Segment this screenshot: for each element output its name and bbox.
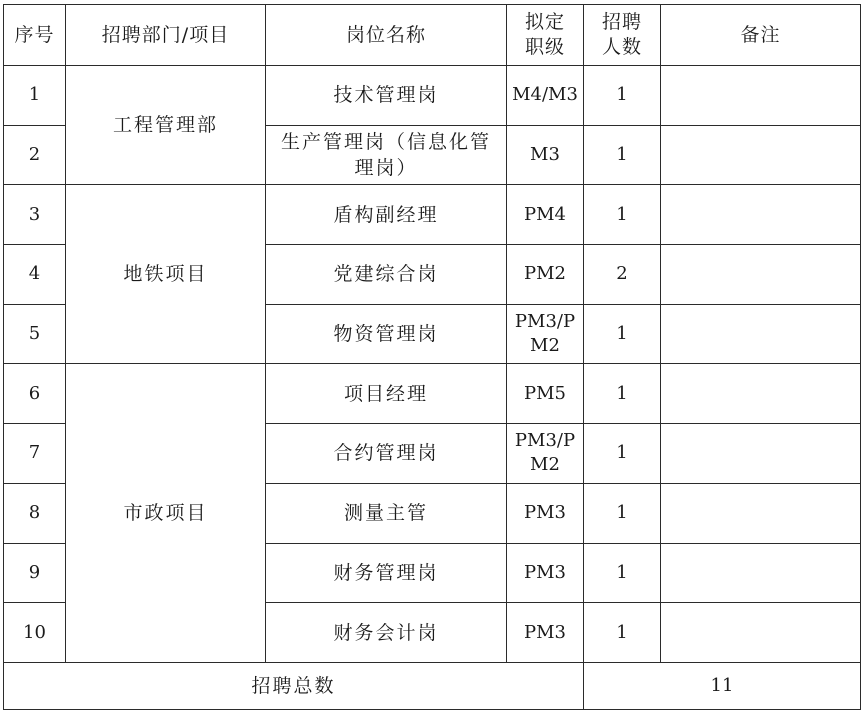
cell-grade [507,125,584,185]
cell-grade [507,304,584,364]
cell-index: 4 [4,245,66,305]
cell-count: 1 [584,424,661,484]
cell-count: 1 [584,185,661,245]
cell-grade-text: PM5 [524,382,566,404]
cell-remark [661,245,861,305]
cell-count: 1 [584,304,661,364]
cell-position [266,603,507,663]
cell-grade-text: PM3/PM2 [514,430,576,476]
cell-department: 工程管理部 [66,66,266,185]
header-position: 岗位名称 [266,5,507,66]
cell-remark [661,543,861,603]
cell-remark [661,483,861,543]
cell-index: 9 [4,543,66,603]
table-body [4,5,861,710]
cell-position-text: 财务会计岗 [333,621,439,644]
cell-index: 1 [4,66,66,126]
cell-position-text: 技术管理岗 [333,84,439,107]
cell-count: 1 [584,125,661,185]
cell-index: 8 [4,483,66,543]
cell-grade-text: M4/M3 [512,84,578,106]
cell-position-text: 合约管理岗 [333,442,439,465]
cell-position-text: 党建综合岗 [333,263,439,286]
cell-count: 1 [584,66,661,126]
cell-position-text: 生产管理岗（信息化管理岗） [280,131,491,180]
cell-position [266,185,507,245]
cell-remark [661,125,861,185]
header-department: 招聘部门/项目 [66,5,266,66]
cell-remark [661,304,861,364]
table-row [4,66,861,126]
cell-position [266,125,507,185]
cell-position [266,364,507,424]
header-count: 招聘人数 [584,5,661,66]
cell-grade-text: PM3 [524,561,566,583]
cell-grade-text: PM3/PM2 [514,311,576,357]
header-index: 序号 [4,5,66,66]
cell-position-text: 物资管理岗 [333,323,439,346]
table-row [4,364,861,424]
cell-remark [661,603,861,663]
cell-grade-text: PM2 [524,263,566,285]
cell-grade-text: PM3 [524,621,566,643]
cell-grade [507,424,584,484]
cell-remark [661,185,861,245]
cell-count: 2 [584,245,661,305]
total-row [4,662,861,709]
cell-position-text: 测量主管 [343,502,428,525]
cell-position [266,424,507,484]
cell-position-text: 财务管理岗 [333,561,439,584]
cell-position [266,483,507,543]
cell-grade [507,185,584,245]
cell-department: 市政项目 [66,364,266,662]
cell-count: 1 [584,543,661,603]
cell-position [266,245,507,305]
cell-remark [661,424,861,484]
cell-grade [507,245,584,305]
cell-index: 10 [4,603,66,663]
cell-grade [507,603,584,663]
cell-position [266,543,507,603]
cell-count: 1 [584,603,661,663]
cell-grade [507,66,584,126]
cell-remark [661,66,861,126]
cell-grade [507,364,584,424]
cell-count: 1 [584,364,661,424]
cell-index: 7 [4,424,66,484]
cell-grade [507,543,584,603]
header-row [4,5,861,66]
cell-count: 1 [584,483,661,543]
cell-position [266,304,507,364]
total-label: 招聘总数 [4,662,584,709]
cell-index: 5 [4,304,66,364]
cell-position-text: 盾构副经理 [333,203,439,226]
cell-position [266,66,507,126]
cell-department: 地铁项目 [66,185,266,364]
cell-grade-text: PM3 [524,502,566,524]
cell-grade-text: M3 [530,144,560,166]
cell-position-text: 项目经理 [343,382,428,405]
header-grade: 拟定职级 [507,5,584,66]
header-remark: 备注 [661,5,861,66]
cell-index: 3 [4,185,66,245]
cell-index: 6 [4,364,66,424]
cell-index: 2 [4,125,66,185]
cell-grade [507,483,584,543]
total-value: 11 [584,662,861,709]
cell-grade-text: PM4 [524,203,566,225]
table-row [4,185,861,245]
recruitment-table [3,4,861,710]
cell-remark [661,364,861,424]
